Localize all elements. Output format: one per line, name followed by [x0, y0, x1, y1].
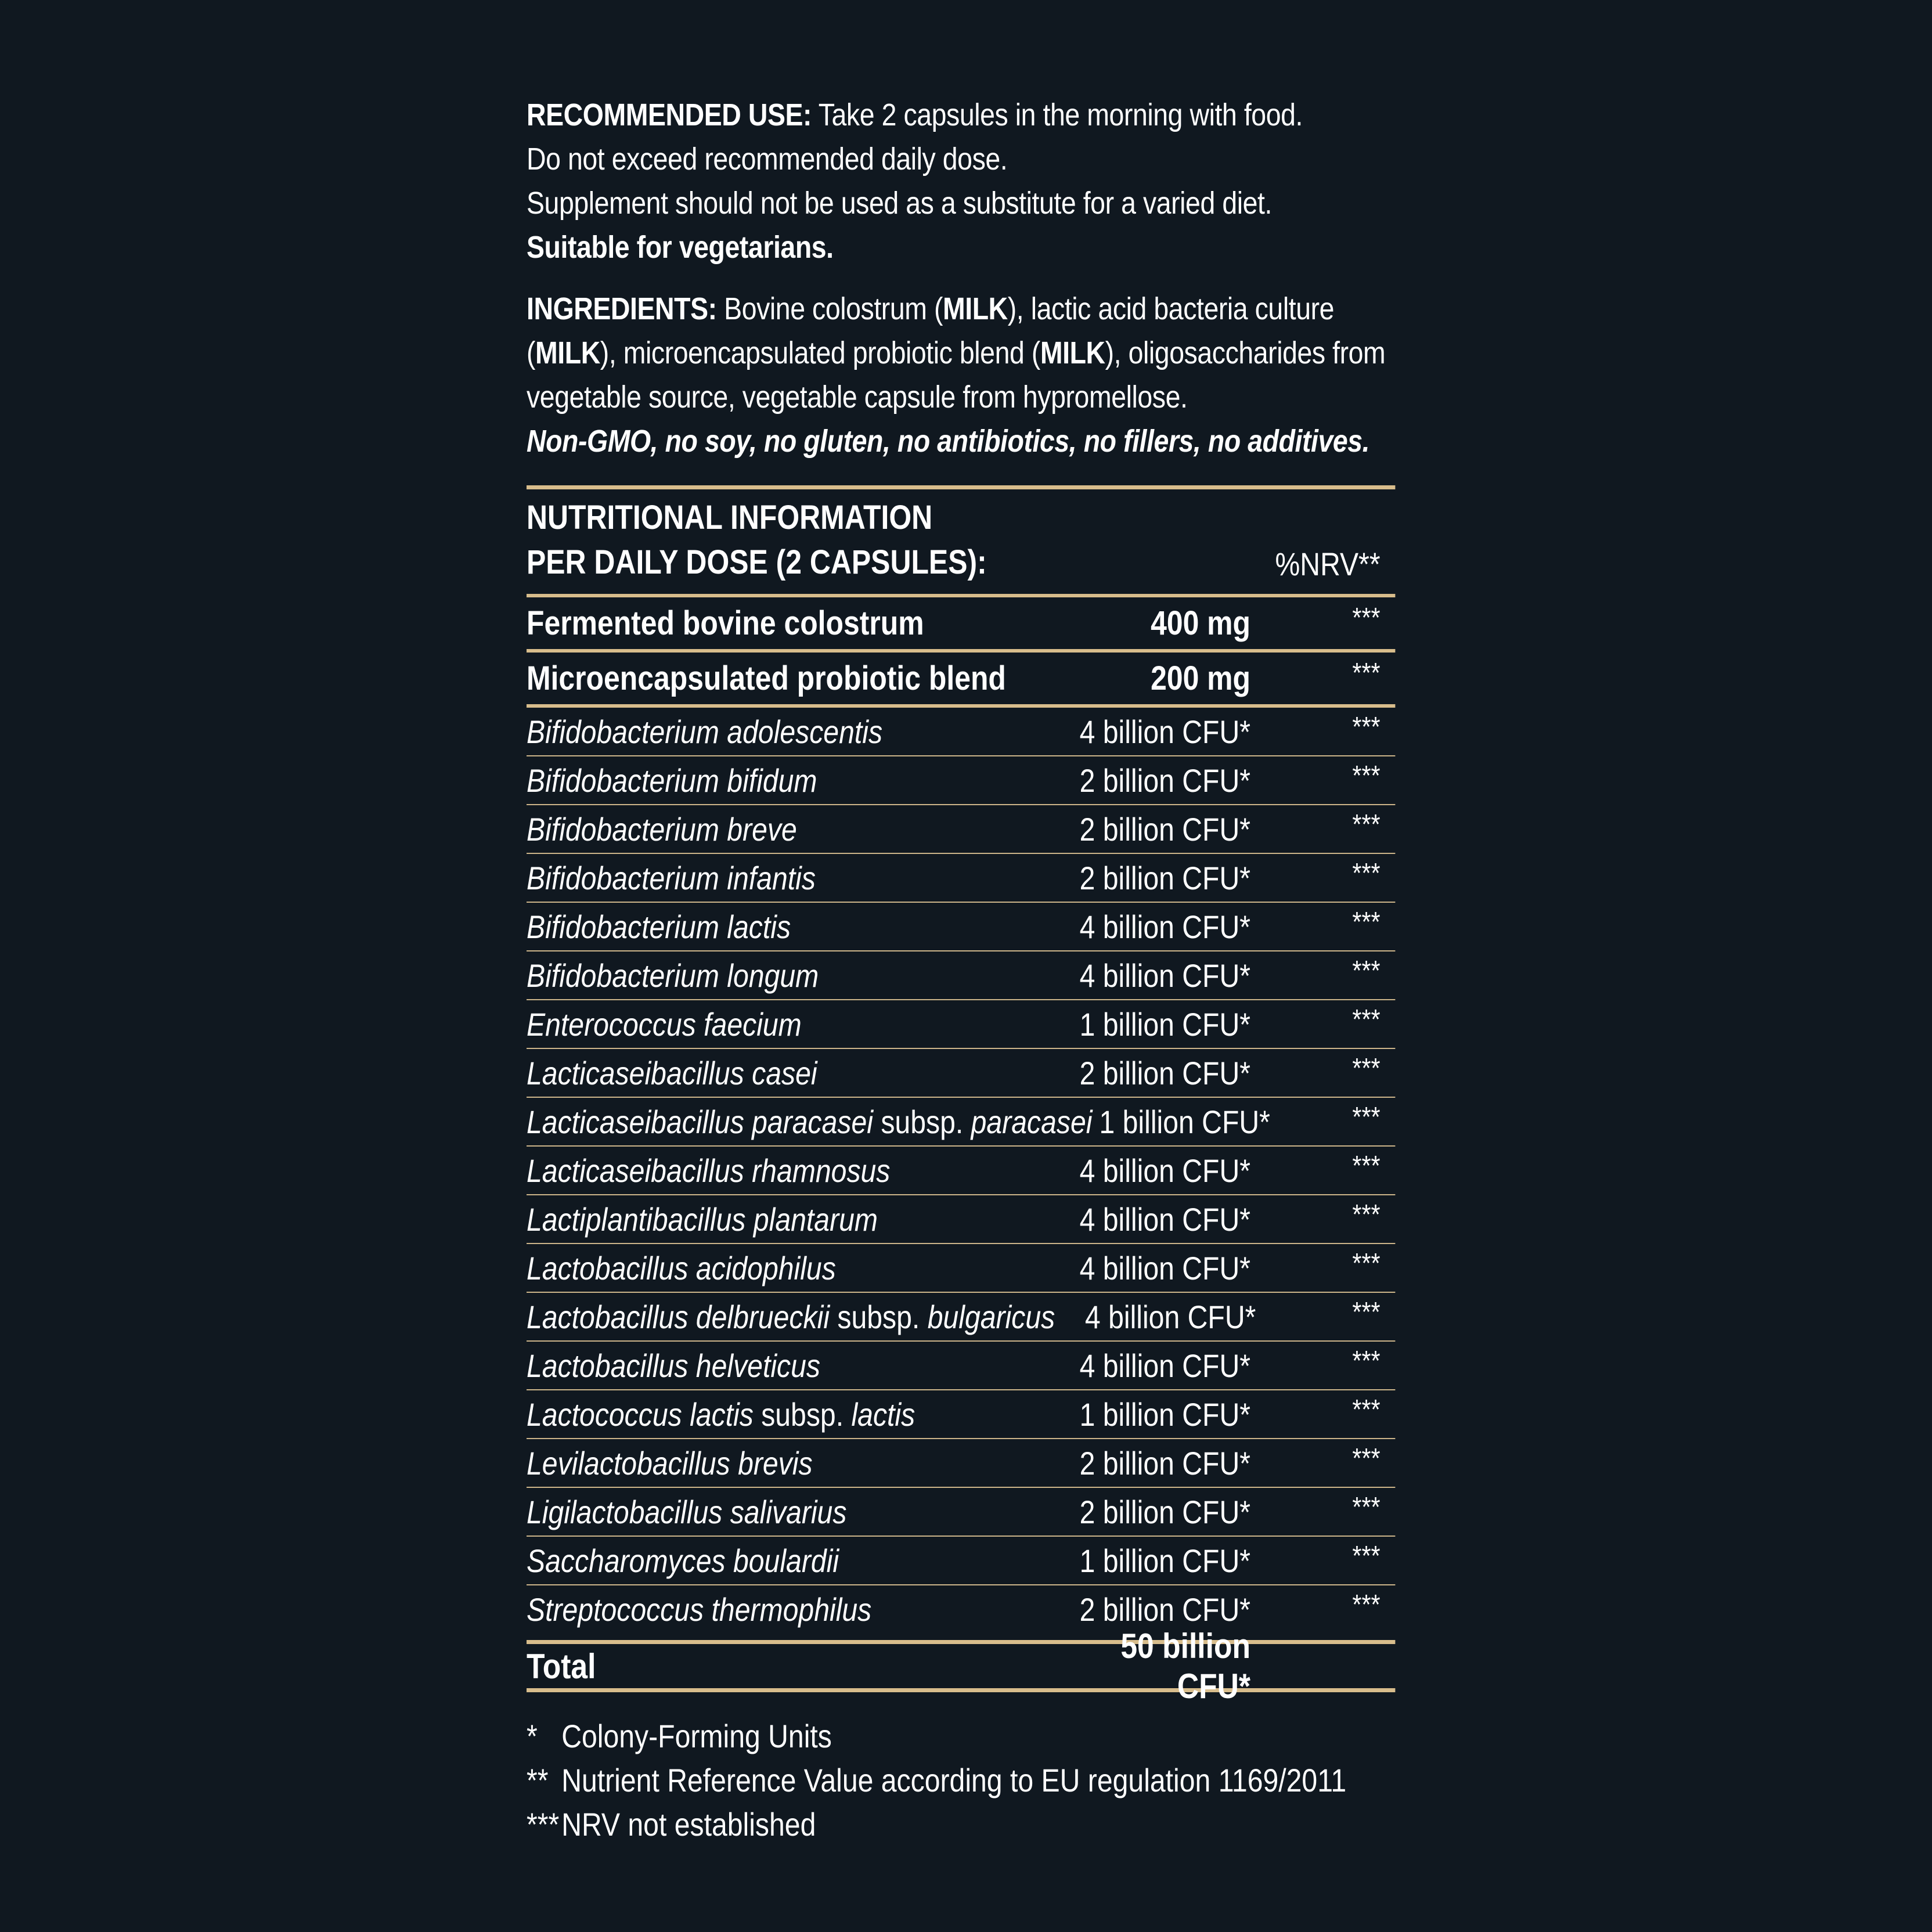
strain-genus-species: Lactobacillus helveticus — [527, 1347, 820, 1384]
recommended-use-label: RECOMMENDED USE: — [527, 98, 812, 132]
table-row — [527, 1194, 1395, 1243]
strain-name — [527, 1152, 1041, 1190]
strain-amount: 1 billion CFU* — [1079, 1396, 1250, 1433]
ingredient-amount: 400 mg — [1151, 604, 1250, 642]
table-row — [527, 1145, 1395, 1194]
ingredients — [527, 287, 1395, 463]
strain-name — [527, 1493, 1041, 1531]
strain-amount: 4 billion CFU* — [1079, 1152, 1250, 1189]
strain-name — [527, 762, 1041, 799]
table-row — [527, 1487, 1395, 1535]
nrv-value: *** — [1352, 712, 1380, 742]
table-title-line-1: NUTRITIONAL INFORMATION — [527, 499, 933, 536]
footnote-mark: * — [527, 1718, 538, 1754]
strain-genus-species: Lactococcus lactis — [527, 1396, 754, 1433]
ingredients-text: ), lactic acid bacteria culture ( — [527, 291, 1335, 370]
nrv-header: %NRV** — [1275, 546, 1380, 582]
subspecies-marker: subsp. — [873, 1103, 971, 1140]
nrv-value: *** — [1352, 1443, 1380, 1474]
strain-name — [527, 957, 1041, 994]
strain-name — [527, 1298, 1055, 1336]
nrv-value: *** — [1352, 1541, 1380, 1571]
strain-subspecies: bulgaricus — [927, 1298, 1055, 1335]
strain-name — [527, 1347, 1041, 1385]
strain-name — [527, 810, 1041, 848]
ingredient-name: Fermented bovine colostrum — [527, 604, 924, 642]
strain-genus-species: Bifidobacterium longum — [527, 957, 819, 994]
nrv-value: *** — [1352, 1199, 1380, 1230]
footnote — [527, 1803, 1395, 1847]
strain-amount: 2 billion CFU* — [1079, 1444, 1250, 1482]
table-title-line-2: PER DAILY DOSE (2 CAPSULES): — [527, 543, 987, 581]
strain-genus-species: Lactobacillus delbrueckii — [527, 1298, 830, 1335]
strain-amount: 1 billion CFU* — [1099, 1103, 1270, 1140]
strain-genus-species: Bifidobacterium bifidum — [527, 762, 817, 799]
nrv-value: *** — [1352, 907, 1380, 938]
strain-name — [527, 1054, 1041, 1092]
subspecies-marker: subsp. — [830, 1298, 928, 1335]
strain-subspecies: lactis — [851, 1396, 915, 1433]
strain-name — [527, 1201, 1041, 1238]
nrv-value: *** — [1352, 1248, 1380, 1279]
strain-name — [527, 1249, 1041, 1287]
table-row — [527, 594, 1395, 649]
strain-genus-species: Bifidobacterium adolescentis — [527, 713, 883, 750]
strain-genus-species: Lactobacillus acidophilus — [527, 1249, 836, 1286]
total-row — [527, 1627, 1395, 1706]
footnote-mark: *** — [527, 1806, 560, 1843]
nrv-value: *** — [1352, 956, 1380, 986]
table-row — [527, 1097, 1395, 1145]
strain-amount: 4 billion CFU* — [1079, 713, 1250, 750]
strain-amount: 2 billion CFU* — [1079, 1591, 1250, 1628]
table-header — [527, 489, 1395, 594]
ingredient-name: Microencapsulated probiotic blend — [527, 659, 1006, 697]
strain-name — [527, 1591, 1041, 1628]
total-label: Total — [527, 1646, 596, 1686]
allergen: MILK — [1040, 336, 1105, 370]
strain-amount: 1 billion CFU* — [1079, 1005, 1250, 1043]
nrv-value: *** — [1352, 760, 1380, 791]
strain-amount: 4 billion CFU* — [1079, 1249, 1250, 1286]
nutrition-table — [527, 485, 1395, 1706]
strain-name — [527, 859, 1041, 897]
table-row — [527, 804, 1395, 853]
subspecies-marker: subsp. — [753, 1396, 852, 1433]
ingredient-amount: 200 mg — [1151, 659, 1250, 697]
strain-amount: 2 billion CFU* — [1079, 1054, 1250, 1091]
ingredients-text: Bovine colostrum ( — [724, 291, 943, 326]
strain-name — [527, 1103, 1092, 1141]
footnote-text: Nutrient Reference Value according to EU regulation 1169/2011 — [561, 1762, 1347, 1798]
table-row — [527, 1340, 1395, 1389]
strain-genus-species: Ligilactobacillus salivarius — [527, 1493, 847, 1530]
table-row — [527, 950, 1395, 999]
strain-genus-species: Lacticaseibacillus casei — [527, 1054, 817, 1091]
strain-subspecies: paracasei — [971, 1103, 1093, 1140]
strain-genus-species: Bifidobacterium lactis — [527, 908, 791, 945]
table-row — [527, 853, 1395, 902]
table-row — [527, 902, 1395, 950]
footnote-mark: ** — [527, 1762, 549, 1798]
table-row — [527, 1243, 1395, 1292]
table-row — [527, 1292, 1395, 1340]
table-row — [527, 755, 1395, 804]
strain-genus-species: Enterococcus faecium — [527, 1005, 802, 1043]
nrv-value: *** — [1352, 1589, 1380, 1620]
table-row — [527, 1048, 1395, 1097]
strain-genus-species: Lactiplantibacillus plantarum — [527, 1201, 878, 1238]
nrv-value: *** — [1352, 658, 1380, 689]
usage-line-1: Take 2 capsules in the morning with food. — [818, 98, 1303, 132]
nrv-value: *** — [1352, 1492, 1380, 1523]
table-row — [527, 1389, 1395, 1438]
usage-line-4: Suitable for vegetarians. — [527, 230, 834, 265]
strain-name — [527, 1396, 1041, 1433]
strain-amount: 4 billion CFU* — [1079, 957, 1250, 994]
ingredients-text: ), microencapsulated probiotic blend ( — [600, 336, 1040, 370]
total-amount: 50 billion CFU* — [1120, 1627, 1250, 1706]
strain-genus-species: Levilactobacillus brevis — [527, 1444, 813, 1482]
table-row — [527, 1584, 1395, 1633]
nrv-value: *** — [1352, 1053, 1380, 1084]
strain-genus-species: Lacticaseibacillus paracasei — [527, 1103, 873, 1140]
recommended-use — [527, 93, 1395, 269]
nrv-value: *** — [1352, 1151, 1380, 1181]
table-row — [527, 1438, 1395, 1487]
table-row — [527, 999, 1395, 1048]
strain-genus-species: Bifidobacterium breve — [527, 810, 797, 848]
footnote — [527, 1758, 1395, 1803]
strain-amount: 2 billion CFU* — [1079, 859, 1250, 896]
table-row — [527, 1535, 1395, 1584]
strain-genus-species: Streptococcus thermophilus — [527, 1591, 872, 1628]
strain-amount: 4 billion CFU* — [1079, 908, 1250, 945]
nrv-value: *** — [1352, 858, 1380, 889]
strain-amount: 4 billion CFU* — [1079, 1347, 1250, 1384]
ingredients-label: INGREDIENTS: — [527, 291, 717, 326]
strain-amount: 2 billion CFU* — [1079, 1493, 1250, 1530]
nrv-value: *** — [1352, 809, 1380, 840]
nrv-value: *** — [1352, 1004, 1380, 1035]
footnotes — [527, 1714, 1395, 1847]
allergen: MILK — [535, 336, 600, 370]
strain-amount: 1 billion CFU* — [1079, 1542, 1250, 1579]
ingredients-text: ), oligosaccharides from vegetable source, vegetable capsule from hypromellose. — [527, 336, 1386, 414]
strain-name — [527, 1444, 1041, 1482]
strain-amount: 4 billion CFU* — [1084, 1298, 1256, 1335]
strain-name — [527, 908, 1041, 946]
footnote — [527, 1714, 1395, 1758]
usage-line-2: Do not exceed recommended daily dose. — [527, 142, 1008, 176]
table-row — [527, 649, 1395, 704]
nrv-value: *** — [1352, 1297, 1380, 1328]
label-panel — [527, 93, 1386, 1847]
footnote-text: Colony-Forming Units — [561, 1718, 832, 1754]
nrv-value: *** — [1352, 1394, 1380, 1425]
table-row — [527, 704, 1395, 755]
nrv-value: *** — [1352, 1102, 1380, 1133]
nrv-value: *** — [1352, 603, 1380, 633]
strain-amount: 4 billion CFU* — [1079, 1201, 1250, 1238]
strain-name — [527, 713, 1041, 751]
strain-genus-species: Saccharomyces boulardii — [527, 1542, 839, 1579]
strain-amount: 2 billion CFU* — [1079, 810, 1250, 848]
strain-genus-species: Bifidobacterium infantis — [527, 859, 816, 896]
usage-line-3: Supplement should not be used as a substitute for a varied diet. — [527, 186, 1272, 221]
nrv-value: *** — [1352, 1346, 1380, 1376]
non-gmo-statement: Non-GMO, no soy, no gluten, no antibiotics, no fillers, no additives. — [527, 424, 1370, 459]
strain-name — [527, 1542, 1041, 1580]
allergen: MILK — [942, 291, 1008, 326]
footnote-text: NRV not established — [561, 1806, 816, 1843]
strain-name — [527, 1005, 1041, 1043]
strain-genus-species: Lacticaseibacillus rhamnosus — [527, 1152, 891, 1189]
strain-amount: 2 billion CFU* — [1079, 762, 1250, 799]
